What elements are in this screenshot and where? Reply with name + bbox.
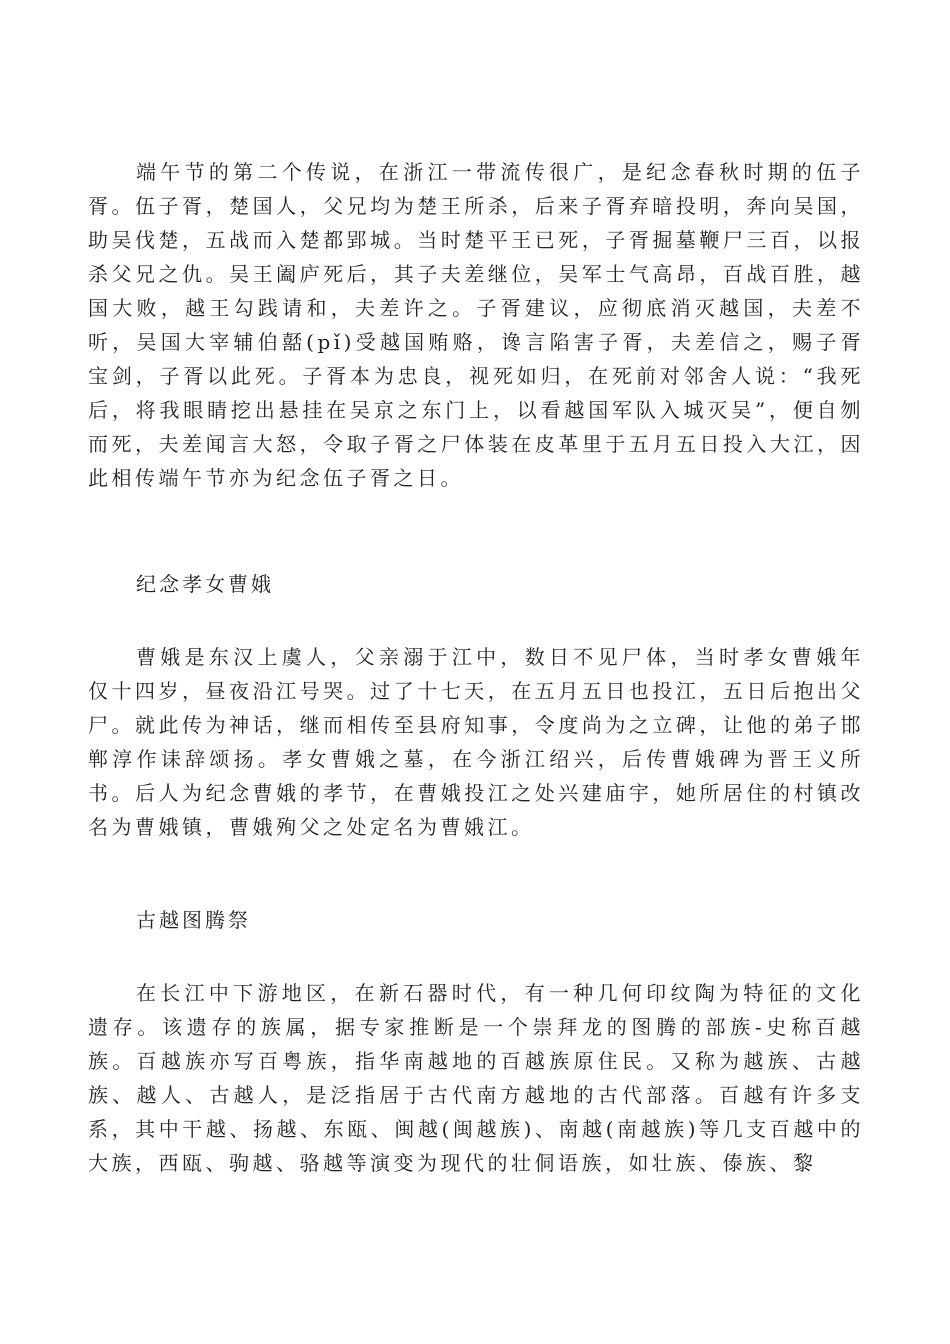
heading-totem: 古越图腾祭 (136, 908, 251, 932)
heading-cao-e: 纪念孝女曹娥 (136, 572, 274, 596)
paragraph-cao-e: 曹娥是东汉上虞人，父亲溺于江中，数日不见尸体，当时孝女曹娥年仅十四岁，昼夜沿江号哭。过了十七天，在五月五日也投江，五日后抱出父尸。就此传为神话，继而相传至县府知事，令度尚为之立碑，让他的弟子邯郸淳作诔辞颂扬。孝女曹娥之墓，在今浙江绍兴，后传曹娥碑为晋王义所书。后人为纪念曹娥的孝节，在曹娥投江之处兴建庙宇，她所居住的村镇改名为曹娥镇，曹娥殉父之处定名为曹娥江。 (88, 645, 864, 839)
cao-e-heading-block (88, 567, 864, 601)
paragraph-wu-zixu: 端午节的第二个传说，在浙江一带流传很广，是纪念春秋时期的伍子胥。伍子胥，楚国人，父兄均为楚王所杀，后来子胥弃暗投明，奔向吴国，助吴伐楚，五战而入楚都郢城。当时楚平王已死，子胥掘墓鞭尸三百，以报杀父兄之仇。吴王阖庐死后，其子夫差继位，吴军士气高昂，百战百胜，越国大败，越王勾践请和，夫差许之。子胥建议，应彻底消灭越国，夫差不听，吴国大宰辅伯嚭(pǐ)受越国贿赂，谗言陷害子胥，夫差信之，赐子胥宝剑，子胥以此死。子胥本为忠良，视死如归，在死前对邻舍人说：“我死后，将我眼睛挖出悬挂在吴京之东门上，以看越国军队入城灭吴”，便自刎而死，夫差闻言大怒，令取子胥之尸体装在皮革里于五月五日投入大江，因此相传端午节亦为纪念伍子胥之日。 (88, 160, 864, 490)
cao-e-section (88, 640, 864, 844)
totem-heading-block (88, 903, 864, 937)
paragraph-totem: 在长江中下游地区，在新石器时代，有一种几何印纹陶为特征的文化遗存。该遗存的族属，据专家推断是一个崇拜龙的图腾的部族-史称百越族。百越族亦写百粤族，指华南越地的百越族原住民。又称为越族、古越族、越人、古越人，是泛指居于古代南方越地的古代部落。百越有许多支系，其中干越、扬越、东瓯、闽越(闽越族)、南越(南越族)等几支百越中的大族，西瓯、驹越、骆越等演变为现代的壮侗语族，如壮族、傣族、黎 (88, 981, 864, 1175)
totem-section (88, 976, 864, 1180)
wu-zixu-section (88, 155, 864, 495)
